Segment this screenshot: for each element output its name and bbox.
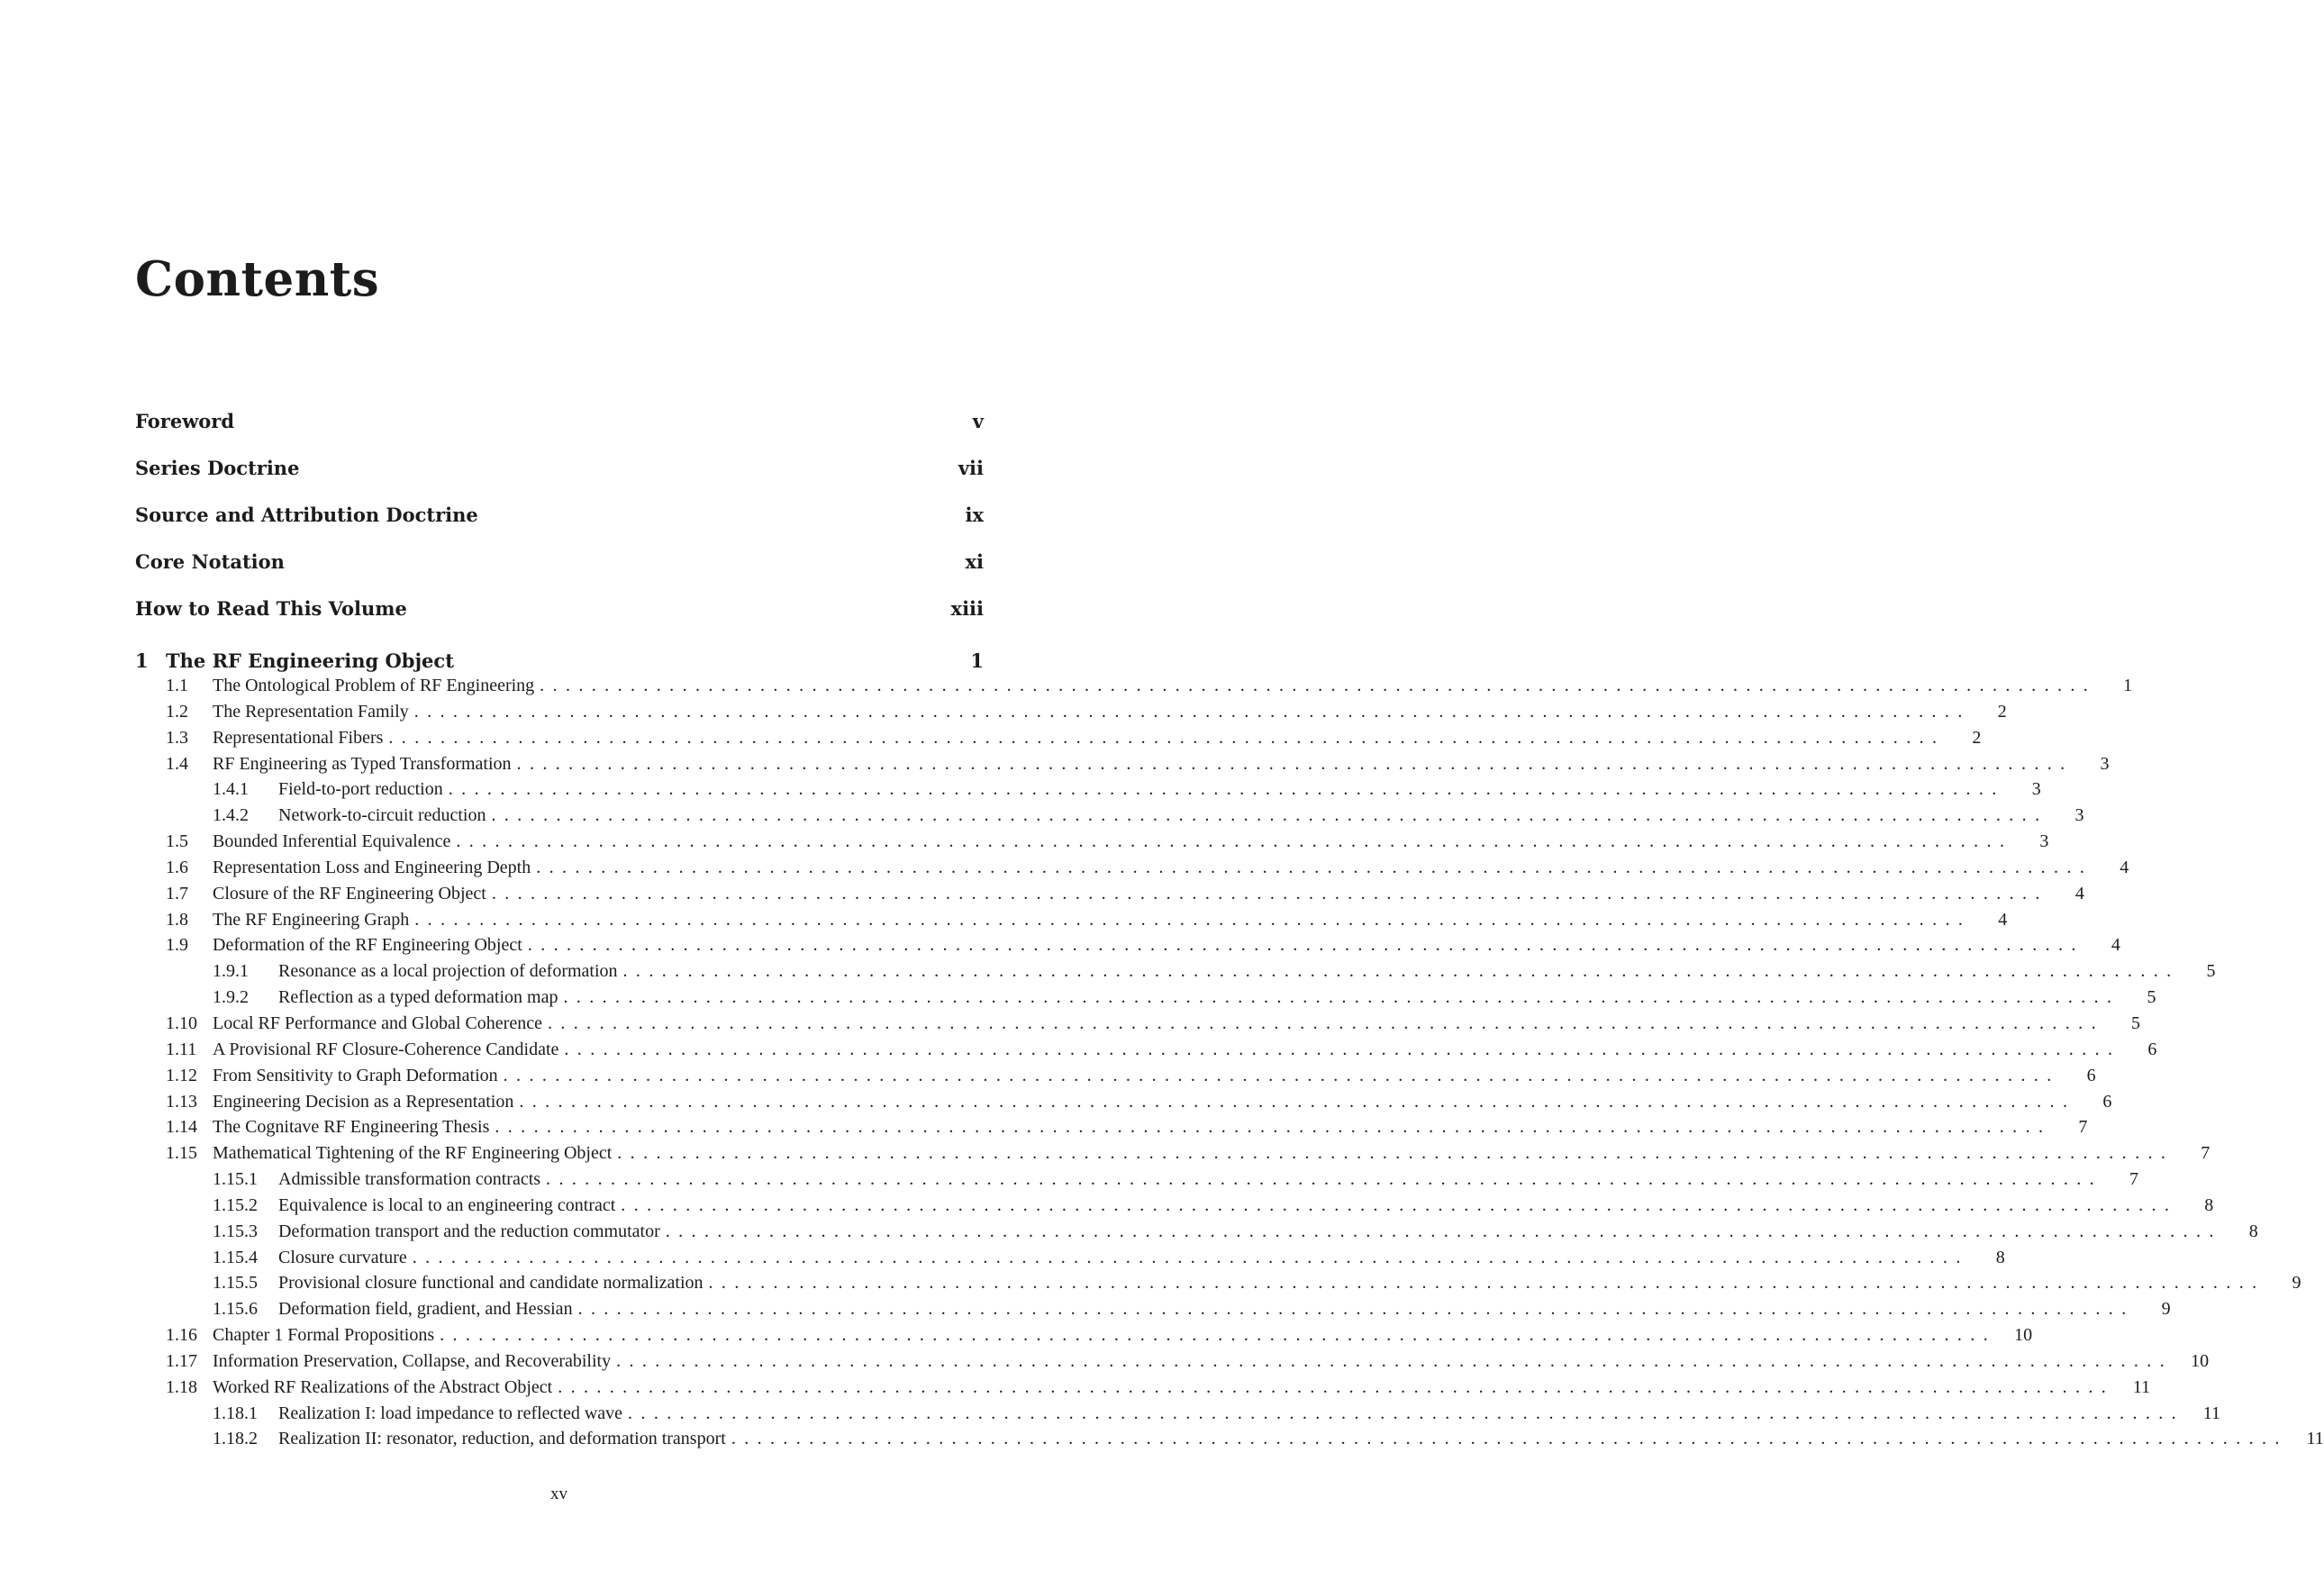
section-page: 11 — [2132, 1376, 2151, 1397]
toc-entry[interactable] — [135, 1273, 2301, 1299]
entry-page: ix — [965, 504, 984, 526]
entry-title: Core Notation — [135, 550, 285, 573]
toc-chapter-1[interactable] — [135, 649, 984, 676]
toc-entry-core-notation[interactable] — [135, 550, 984, 597]
dot-leader: ........................................................................................................................ — [519, 1091, 2076, 1112]
dot-leader: ........................................................................................................................ — [414, 909, 1972, 930]
toc-entry[interactable] — [135, 961, 2216, 987]
toc-entry[interactable] — [135, 1091, 2112, 1118]
section-page: 9 — [2292, 1273, 2301, 1294]
section-number: 1.15.2 — [213, 1194, 258, 1215]
section-number: 1.15.6 — [213, 1299, 258, 1320]
section-title: A Provisional RF Closure-Coherence Candidate — [213, 1039, 559, 1059]
toc-entry[interactable] — [135, 909, 2008, 936]
chapter-toc — [135, 649, 2324, 1455]
section-title: The Representation Family — [213, 701, 409, 722]
chapter-title: The RF Engineering Object — [166, 649, 454, 672]
dot-leader: ........................................................................................................................ — [621, 1194, 2178, 1215]
page-number: xv — [550, 1485, 567, 1503]
toc-entry[interactable] — [135, 1403, 2221, 1430]
section-page: 8 — [1995, 1247, 2005, 1267]
section-number: 1.8 — [166, 909, 188, 930]
chapter-number: 1 — [135, 649, 149, 672]
section-title: The Ontological Problem of RF Engineering — [213, 676, 535, 695]
dot-leader: ........................................................................................................................ — [708, 1273, 2265, 1294]
section-title: Information Preservation, Collapse, and Recoverability — [213, 1350, 612, 1371]
dot-leader: ........................................................................................................................ — [628, 1403, 2185, 1423]
toc-entry-series-doctrine[interactable] — [135, 457, 984, 504]
section-page: 8 — [2248, 1221, 2258, 1241]
toc-entry[interactable] — [135, 1117, 2088, 1143]
toc-entry[interactable] — [135, 1143, 2211, 1169]
section-title: Chapter 1 Formal Propositions — [213, 1325, 435, 1346]
section-page: 1 — [2123, 676, 2133, 695]
dot-leader: ........................................................................................................................ — [516, 753, 2074, 774]
toc-entry[interactable] — [135, 883, 2084, 910]
toc-entry[interactable] — [135, 676, 2133, 702]
section-number: 1.16 — [166, 1325, 197, 1346]
toc-entry-foreword[interactable] — [135, 410, 984, 457]
toc-entry-source-attribution[interactable] — [135, 504, 984, 550]
section-page: 3 — [2074, 805, 2084, 826]
dot-leader: ........................................................................................................................ — [617, 1143, 2174, 1164]
section-number: 1.12 — [166, 1065, 197, 1085]
toc-entry[interactable] — [135, 1012, 2140, 1040]
section-title: Representation Loss and Engineering Depth — [213, 857, 531, 877]
dot-leader: ........................................................................................................................ — [564, 1039, 2121, 1059]
section-number: 1.9 — [166, 935, 188, 956]
section-number: 1.5 — [166, 831, 188, 852]
page-title: Contents — [135, 251, 380, 307]
toc-entry[interactable] — [135, 1247, 2005, 1274]
entry-page: vii — [958, 457, 984, 479]
section-number: 1.3 — [166, 727, 188, 748]
section-number: 1.15.1 — [213, 1169, 258, 1190]
entry-title: Source and Attribution Doctrine — [135, 504, 478, 526]
section-page: 7 — [2078, 1117, 2088, 1138]
section-title: Reflection as a typed deformation map — [278, 987, 558, 1008]
dot-leader: ........................................................................................................................ — [558, 1376, 2115, 1397]
section-title: Closure curvature — [278, 1247, 407, 1267]
toc-entry[interactable] — [135, 1325, 2033, 1351]
section-number: 1.9.2 — [213, 987, 249, 1008]
section-number: 1.2 — [166, 701, 188, 722]
section-title: Network-to-circuit reduction — [278, 805, 486, 826]
toc-entry[interactable] — [135, 701, 2007, 728]
toc-entry[interactable] — [135, 987, 2156, 1013]
toc-entry[interactable] — [135, 1350, 2210, 1377]
section-page: 5 — [2147, 987, 2156, 1008]
section-title: Realization II: resonator, reduction, and deformation transport — [278, 1429, 726, 1449]
toc-entry-how-to-read[interactable] — [135, 597, 984, 644]
dot-leader: ........................................................................................................................ — [456, 831, 2013, 852]
section-title: Provisional closure functional and candidate normalization — [278, 1273, 704, 1294]
section-title: Realization I: load impedance to reflected wave — [278, 1403, 623, 1423]
section-title: Field-to-port reduction — [278, 779, 443, 800]
section-number: 1.15 — [166, 1143, 197, 1164]
section-title: Representational Fibers — [213, 727, 384, 748]
section-page: 10 — [2014, 1325, 2033, 1346]
section-title: Bounded Inferential Equivalence — [213, 831, 451, 852]
entry-title: Foreword — [135, 410, 235, 432]
section-number: 1.17 — [166, 1350, 197, 1371]
section-page: 4 — [2074, 883, 2084, 904]
toc-entry[interactable] — [135, 779, 2041, 805]
chapter-page: 1 — [970, 649, 984, 672]
dot-leader: ........................................................................................................................ — [440, 1325, 1997, 1346]
section-number: 1.13 — [166, 1091, 197, 1112]
section-number: 1.4.2 — [213, 805, 249, 826]
section-title: The Cognitave RF Engineering Thesis — [213, 1117, 490, 1138]
section-page: 11 — [2202, 1403, 2221, 1423]
section-page: 2 — [1997, 701, 2007, 722]
section-page: 7 — [2201, 1143, 2211, 1164]
dot-leader: ........................................................................................................................ — [413, 701, 1971, 722]
section-number: 1.4.1 — [213, 779, 249, 800]
dot-leader: ........................................................................................................................ — [388, 727, 1946, 748]
entry-title: How to Read This Volume — [135, 597, 407, 620]
dot-leader: ........................................................................................................................ — [491, 883, 2048, 904]
section-page: 9 — [2161, 1299, 2171, 1320]
section-title: Admissible transformation contracts — [278, 1169, 541, 1190]
section-page: 11 — [2306, 1429, 2324, 1449]
section-page: 2 — [1972, 727, 1982, 748]
section-page: 5 — [2206, 961, 2216, 982]
front-matter-list — [135, 410, 984, 644]
dot-leader: ........................................................................................................................ — [503, 1065, 2060, 1085]
section-page: 6 — [2102, 1091, 2112, 1112]
toc-entry[interactable] — [135, 1039, 2157, 1066]
section-page: 3 — [2100, 753, 2110, 774]
section-title: The RF Engineering Graph — [213, 909, 410, 930]
toc-entry[interactable] — [135, 1194, 2214, 1221]
entry-title: Series Doctrine — [135, 457, 300, 479]
section-number: 1.11 — [166, 1039, 197, 1059]
dot-leader: ........................................................................................................................ — [622, 961, 2180, 982]
section-title: Engineering Decision as a Representation — [213, 1091, 514, 1112]
section-title: Closure of the RF Engineering Object — [213, 883, 486, 904]
section-title: Local RF Performance and Global Coherence — [213, 1012, 542, 1033]
section-title: Deformation of the RF Engineering Object — [213, 935, 522, 956]
section-number: 1.6 — [166, 857, 188, 877]
section-title: Resonance as a local projection of deformation — [278, 961, 618, 982]
toc-entry[interactable] — [135, 753, 2110, 780]
section-title: RF Engineering as Typed Transformation — [213, 753, 512, 774]
section-page: 4 — [2120, 857, 2129, 877]
dot-leader: ........................................................................................................................ — [546, 1169, 2103, 1190]
section-page: 6 — [2086, 1065, 2096, 1085]
entry-page: xiii — [950, 597, 984, 620]
section-page: 3 — [2031, 779, 2041, 800]
section-number: 1.14 — [166, 1117, 197, 1138]
dot-leader: ........................................................................................................................ — [577, 1299, 2135, 1320]
section-number: 1.15.3 — [213, 1221, 258, 1241]
toc-entry[interactable] — [135, 1065, 2096, 1092]
section-number: 1.10 — [166, 1012, 197, 1033]
toc-entry[interactable] — [135, 1221, 2258, 1248]
dot-leader: ........................................................................................................................ — [563, 987, 2120, 1008]
section-number: 1.18.2 — [213, 1429, 258, 1449]
section-page: 4 — [2111, 935, 2120, 956]
dot-leader: ........................................................................................................................ — [448, 779, 2005, 800]
section-number: 1.18.1 — [213, 1403, 258, 1423]
section-number: 1.15.5 — [213, 1273, 258, 1294]
section-page: 8 — [2204, 1194, 2214, 1215]
section-page: 5 — [2130, 1012, 2140, 1033]
toc-entry[interactable] — [135, 857, 2129, 884]
dot-leader: ........................................................................................................................ — [616, 1350, 2174, 1371]
dot-leader: ........................................................................................................................ — [731, 1429, 2288, 1449]
entry-page: v — [972, 410, 984, 432]
section-title: Deformation field, gradient, and Hessian — [278, 1299, 573, 1320]
dot-leader: ........................................................................................................................ — [527, 935, 2084, 956]
entry-page: xi — [965, 550, 984, 573]
section-page: 6 — [2147, 1039, 2157, 1059]
section-number: 1.4 — [166, 753, 188, 774]
dot-leader: ........................................................................................................................ — [665, 1221, 2222, 1241]
section-title: Deformation transport and the reduction commutator — [278, 1221, 660, 1241]
toc-entry[interactable] — [135, 1376, 2151, 1403]
section-title: From Sensitivity to Graph Deformation — [213, 1065, 498, 1085]
section-title: Mathematical Tightening of the RF Engineering Object — [213, 1143, 613, 1164]
section-page: 4 — [1998, 909, 2008, 930]
section-number: 1.1 — [166, 676, 188, 695]
toc-entry[interactable] — [135, 1169, 2139, 1195]
dot-leader: ........................................................................................................................ — [540, 676, 2097, 695]
section-page: 7 — [2129, 1169, 2139, 1190]
section-title: Worked RF Realizations of the Abstract Object — [213, 1376, 553, 1397]
section-number: 1.18 — [166, 1376, 197, 1397]
section-number: 1.9.1 — [213, 961, 249, 982]
section-title: Equivalence is local to an engineering contract — [278, 1194, 616, 1215]
toc-entry[interactable] — [135, 727, 1982, 754]
toc-entry[interactable] — [135, 1299, 2171, 1325]
section-page: 10 — [2191, 1350, 2210, 1371]
toc-entry[interactable] — [135, 831, 2049, 858]
section-page: 3 — [2039, 831, 2049, 852]
dot-leader: ........................................................................................................................ — [536, 857, 2093, 877]
dot-leader: ........................................................................................................................ — [491, 805, 2048, 826]
toc-entry[interactable] — [135, 1429, 2324, 1455]
toc-entry[interactable] — [135, 805, 2084, 831]
section-number: 1.7 — [166, 883, 188, 904]
dot-leader: ........................................................................................................................ — [495, 1117, 2052, 1138]
dot-leader: ........................................................................................................................ — [412, 1247, 1969, 1267]
dot-leader: ........................................................................................................................ — [547, 1012, 2104, 1033]
toc-entry[interactable] — [135, 935, 2120, 961]
section-number: 1.15.4 — [213, 1247, 258, 1267]
